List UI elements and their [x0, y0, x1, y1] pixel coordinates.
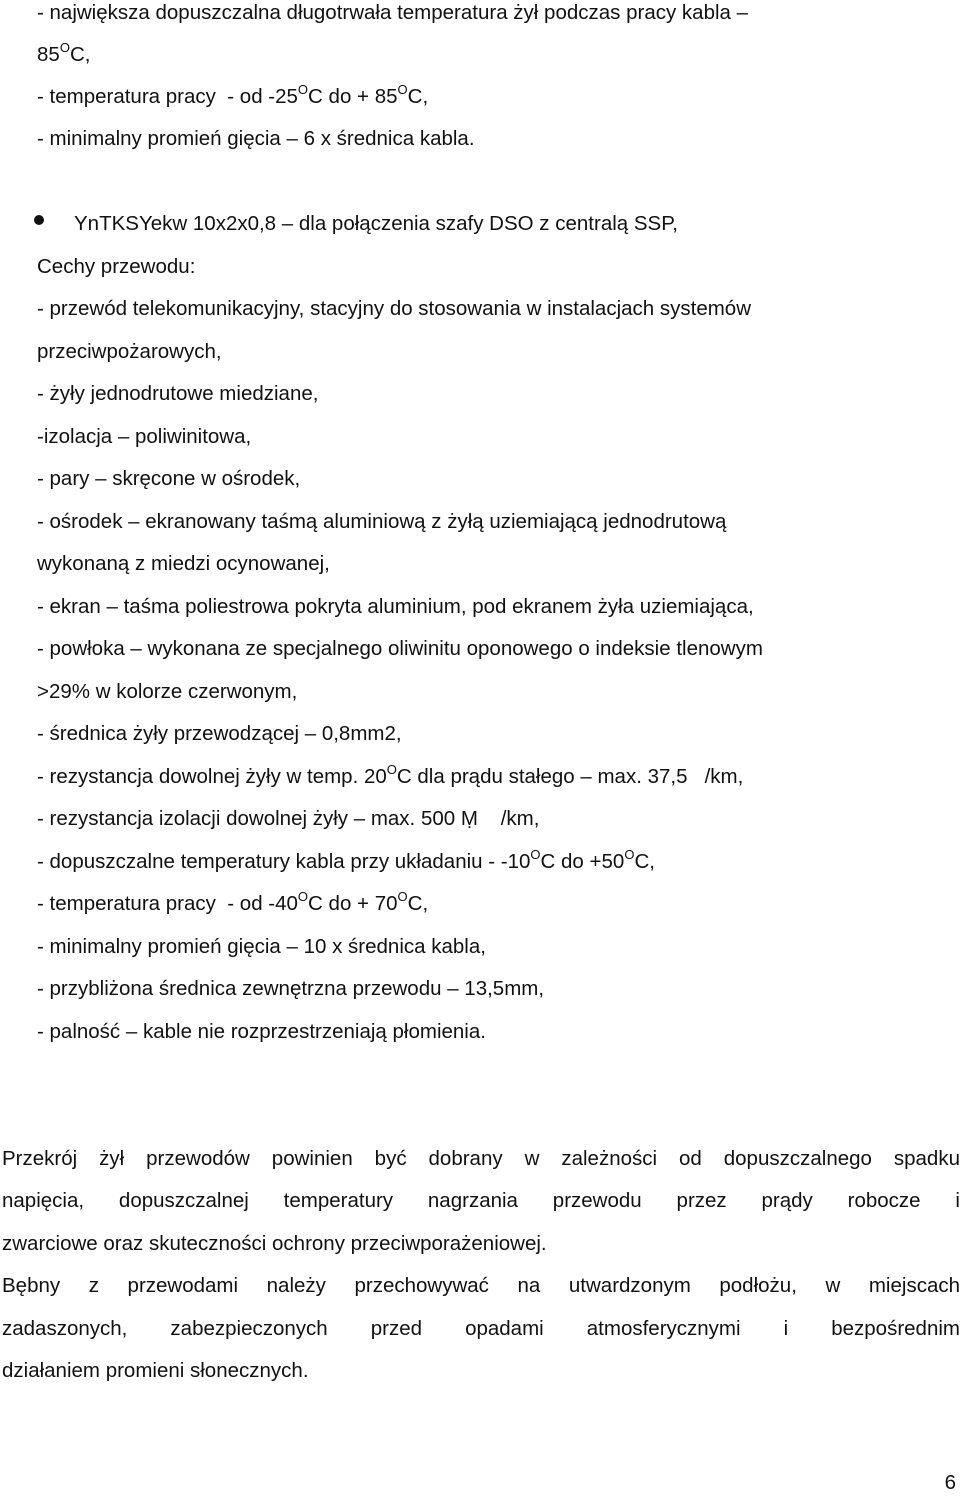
text-line: - rezystancja izolacji dowolnej żyły – max. 500 Ṃ /km,: [37, 807, 540, 830]
paragraph-line: zadaszonych, zabezpieczonych przed opadami atmosferycznymi i bezpośrednim: [2, 1317, 960, 1340]
text-line: $85^OC$,: [37, 40, 91, 66]
text-line: - przybliżona średnica zewnętrzna przewodu – 13,5mm,: [37, 977, 545, 1000]
paragraph-line: zwarciowe oraz skuteczności ochrony przeciwporażeniowej.: [2, 1232, 547, 1255]
text-line: wykonaną z miedzi ocynowanej,: [37, 552, 330, 575]
paragraph-line: napięcia, dopuszczalnej temperatury nagrzania przewodu przez prądy robocze i: [2, 1189, 960, 1212]
text-line: - powłoka – wykonana ze specjalnego oliwinitu oponowego o indeksie tlenowym: [37, 637, 763, 660]
text-line: - przewód telekomunikacyjny, stacyjny do stosowania w instalacjach systemów: [37, 297, 752, 320]
text-line: - ekran – taśma poliestrowa pokryta aluminium, pod ekranem żyła uziemiająca,: [37, 595, 754, 618]
paragraph-line: Bębny z przewodami należy przechowywać na utwardzonym podłożu, w miejscach: [2, 1274, 960, 1297]
text-line: >29% w kolorze czerwonym,: [37, 680, 298, 703]
text-line: - palność – kable nie rozprzestrzeniają płomienia.: [37, 1020, 486, 1043]
text-line: - temperatura pracy - od $-25^OC$ do + $85^OC$,: [37, 82, 429, 108]
text-line: - minimalny promień gięcia – 10 x średnica kabla,: [37, 935, 486, 958]
text-line: - średnica żyły przewodzącej – 0,8mm2,: [37, 722, 402, 745]
text-line: - pary – skręcone w ośrodek,: [37, 467, 301, 490]
text-line: -izolacja – poliwinitowa,: [37, 425, 252, 448]
text-line: Cechy przewodu:: [37, 255, 196, 278]
paragraph-line: Przekrój żył przewodów powinien być dobrany w zależności od dopuszczalnego spadku: [2, 1147, 960, 1170]
bullet-item-text: YnTKSYekw 10x2x0,8 – dla połączenia szafy DSO z centralą SSP,: [74, 212, 678, 235]
text-line: przeciwpożarowych,: [37, 340, 222, 363]
text-line: - minimalny promień gięcia – 6 x średnica kabla.: [37, 127, 475, 150]
text-line: - rezystancja dowolnej żyły w temp. $20^OC$ dla prądu stałego – max. 37,5 /km,: [37, 762, 744, 788]
text-line: - ośrodek – ekranowany taśmą aluminiową z żyłą uziemiającą jednodrutową: [37, 510, 727, 533]
paragraph-line: działaniem promieni słonecznych.: [2, 1359, 309, 1382]
text-line: - największa dopuszczalna długotrwała temperatura żył podczas pracy kabla –: [37, 1, 749, 24]
text-line: - żyły jednodrutowe miedziane,: [37, 382, 319, 405]
bullet-icon: [34, 215, 44, 225]
page-number: 6: [944, 1471, 956, 1494]
text-line: - dopuszczalne temperatury kabla przy układaniu - $-10^OC$ do $+50^OC$,: [37, 847, 655, 873]
text-line: - temperatura pracy - od $-40^OC$ do + $70^OC$,: [37, 889, 429, 915]
